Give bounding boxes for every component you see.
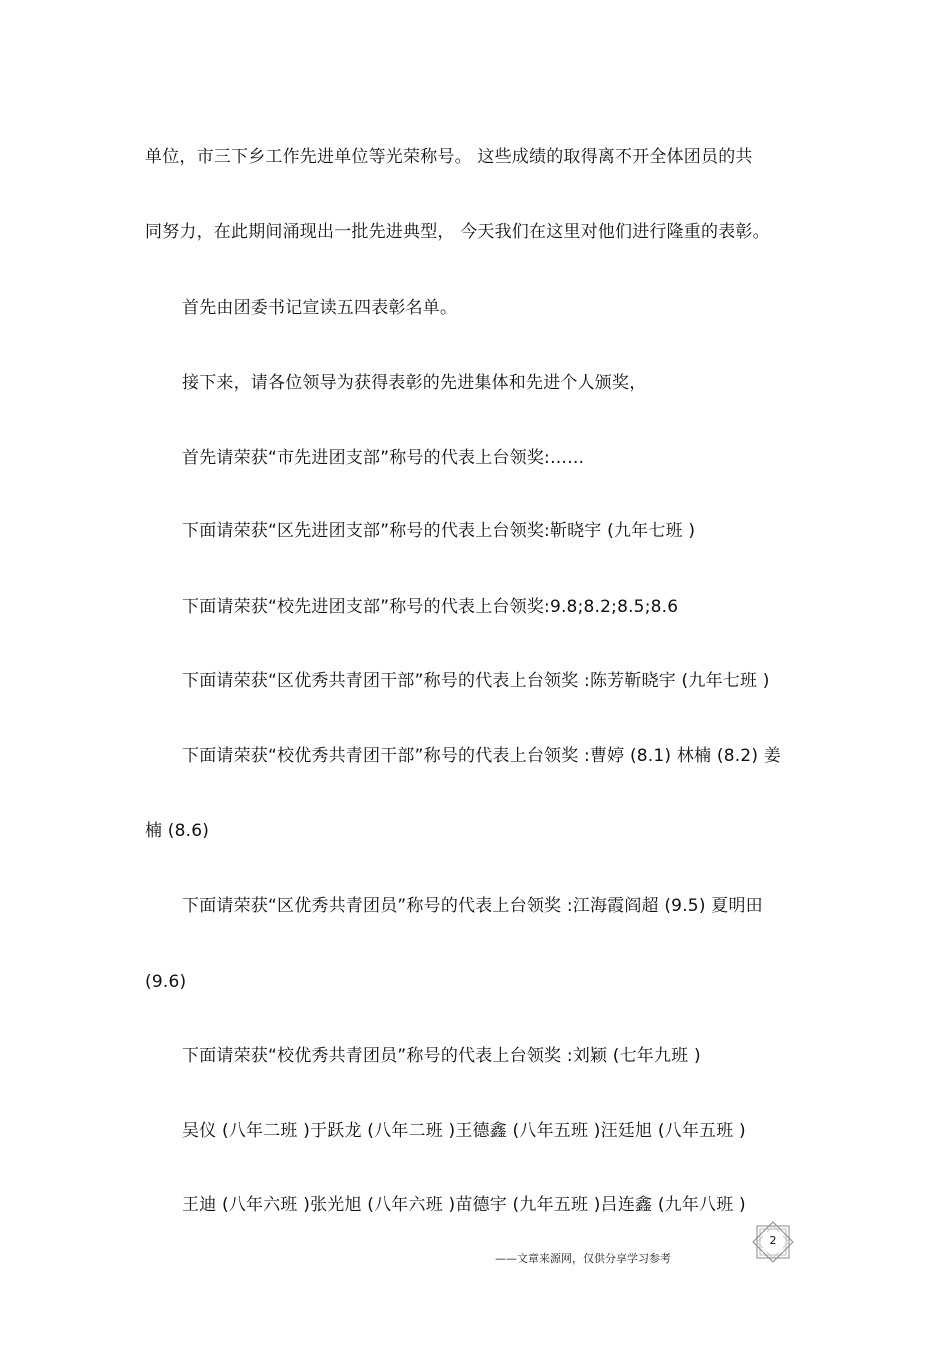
- paragraph-line: 王迪 (八年六班 )张光旭 (八年六班 )苗德宇 (九年五班 )吕连鑫 (九年八班 ): [182, 1195, 746, 1215]
- paragraph-line: 下面请荣获“校优秀共青团员”称号的代表上台领奖 :刘颖 (七年九班 ): [182, 1046, 701, 1066]
- paragraph-line: 首先由团委书记宣读五四表彰名单。: [182, 298, 458, 318]
- paragraph-line: 吴仪 (八年二班 )于跃龙 (八年二班 )王德鑫 (八年五班 )汪廷旭 (八年五班 ): [182, 1121, 746, 1141]
- paragraph-line: 首先请荣获“市先进团支部”称号的代表上台领奖:……: [182, 448, 585, 468]
- page-number-badge: [748, 1221, 798, 1263]
- paragraph-line: 下面请荣获“校优秀共青团干部”称号的代表上台领奖 :曹婷 (8.1) 林楠 (8.2) 姜: [182, 746, 781, 766]
- paragraph-line: 下面请荣获“区先进团支部”称号的代表上台领奖:靳晓宇 (九年七班 ): [182, 521, 696, 541]
- paragraph-line: 下面请荣获“区优秀共青团干部”称号的代表上台领奖 :陈芳靳晓宇 (九年七班 ): [182, 671, 770, 691]
- paragraph-line: 下面请荣获“校先进团支部”称号的代表上台领奖:9.8;8.2;8.5;8.6: [182, 597, 679, 617]
- page-number: 2: [769, 1234, 777, 1247]
- paragraph-line: 下面请荣获“区优秀共青团员”称号的代表上台领奖 :江海霞阎超 (9.5) 夏明田: [182, 896, 763, 916]
- footer-source-note: ——文章来源网，仅供分享学习参考: [495, 1252, 671, 1265]
- paragraph-line: (9.6): [145, 972, 187, 992]
- paragraph-line: 接下来，请各位领导为获得表彰的先进集体和先进个人颁奖，: [182, 373, 647, 393]
- paragraph-line: 单位，市三下乡工作先进单位等光荣称号。 这些成绩的取得离不开全体团员的共: [145, 147, 753, 167]
- paragraph-line: 楠 (8.6): [145, 821, 210, 841]
- paragraph-line: 同努力，在此期间涌现出一批先进典型， 今天我们在这里对他们进行隆重的表彰。: [145, 222, 770, 242]
